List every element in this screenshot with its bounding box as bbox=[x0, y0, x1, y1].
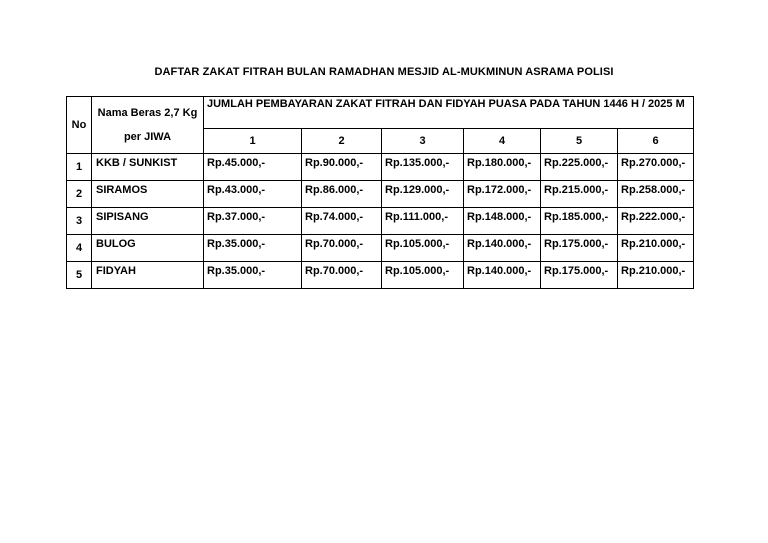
row-rice-name: BULOG bbox=[92, 235, 204, 262]
row-value-1: Rp.37.000,- bbox=[204, 208, 302, 235]
row-value-5: Rp.215.000,- bbox=[541, 181, 618, 208]
table-row bbox=[67, 208, 694, 235]
row-value-3: Rp.105.000,- bbox=[382, 235, 464, 262]
row-value-4: Rp.140.000,- bbox=[464, 235, 541, 262]
row-value-2: Rp.90.000,- bbox=[302, 154, 382, 181]
row-number: 4 bbox=[67, 235, 92, 262]
table-header-row bbox=[67, 97, 694, 129]
row-value-2: Rp.74.000,- bbox=[302, 208, 382, 235]
row-value-6: Rp.270.000,- bbox=[618, 154, 694, 181]
row-value-3: Rp.129.000,- bbox=[382, 181, 464, 208]
header-col-5: 5 bbox=[541, 128, 618, 153]
row-value-3: Rp.105.000,- bbox=[382, 262, 464, 289]
row-value-3: Rp.111.000,- bbox=[382, 208, 464, 235]
header-col-4: 4 bbox=[464, 128, 541, 153]
header-col-1: 1 bbox=[204, 128, 302, 153]
row-value-2: Rp.86.000,- bbox=[302, 181, 382, 208]
row-rice-name: FIDYAH bbox=[92, 262, 204, 289]
row-value-3: Rp.135.000,- bbox=[382, 154, 464, 181]
row-value-1: Rp.45.000,- bbox=[204, 154, 302, 181]
row-value-6: Rp.222.000,- bbox=[618, 208, 694, 235]
row-rice-name: SIRAMOS bbox=[92, 181, 204, 208]
row-value-6: Rp.258.000,- bbox=[618, 181, 694, 208]
row-value-1: Rp.35.000,- bbox=[204, 262, 302, 289]
header-col-2: 2 bbox=[302, 128, 382, 153]
row-value-2: Rp.70.000,- bbox=[302, 262, 382, 289]
row-value-4: Rp.172.000,- bbox=[464, 181, 541, 208]
row-value-4: Rp.180.000,- bbox=[464, 154, 541, 181]
row-value-1: Rp.35.000,- bbox=[204, 235, 302, 262]
row-value-5: Rp.175.000,- bbox=[541, 235, 618, 262]
table-row bbox=[67, 235, 694, 262]
header-payment-group: JUMLAH PEMBAYARAN ZAKAT FITRAH DAN FIDYAH PUASA PADA TAHUN 1446 H / 2025 M bbox=[204, 97, 694, 129]
row-value-4: Rp.148.000,- bbox=[464, 208, 541, 235]
row-value-5: Rp.225.000,- bbox=[541, 154, 618, 181]
header-rice-name-line1: Nama Beras 2,7 Kg bbox=[97, 107, 198, 119]
header-no: No bbox=[67, 97, 92, 154]
row-value-1: Rp.43.000,- bbox=[204, 181, 302, 208]
row-value-4: Rp.140.000,- bbox=[464, 262, 541, 289]
table-row bbox=[67, 262, 694, 289]
row-number: 3 bbox=[67, 208, 92, 235]
header-col-3: 3 bbox=[382, 128, 464, 153]
table-row bbox=[67, 181, 694, 208]
row-value-5: Rp.175.000,- bbox=[541, 262, 618, 289]
row-value-2: Rp.70.000,- bbox=[302, 235, 382, 262]
row-number: 1 bbox=[67, 154, 92, 181]
row-number: 2 bbox=[67, 181, 92, 208]
row-value-6: Rp.210.000,- bbox=[618, 262, 694, 289]
row-number: 5 bbox=[67, 262, 92, 289]
row-rice-name: SIPISANG bbox=[92, 208, 204, 235]
header-rice-name-line2: per JIWA bbox=[123, 131, 172, 143]
header-rice-name bbox=[92, 97, 204, 154]
row-value-5: Rp.185.000,- bbox=[541, 208, 618, 235]
table-row bbox=[67, 154, 694, 181]
header-col-6: 6 bbox=[618, 128, 694, 153]
zakat-table bbox=[66, 96, 694, 289]
document-title: DAFTAR ZAKAT FITRAH BULAN RAMADHAN MESJID AL-MUKMINUN ASRAMA POLISI bbox=[154, 66, 614, 78]
row-rice-name: KKB / SUNKIST bbox=[92, 154, 204, 181]
row-value-6: Rp.210.000,- bbox=[618, 235, 694, 262]
